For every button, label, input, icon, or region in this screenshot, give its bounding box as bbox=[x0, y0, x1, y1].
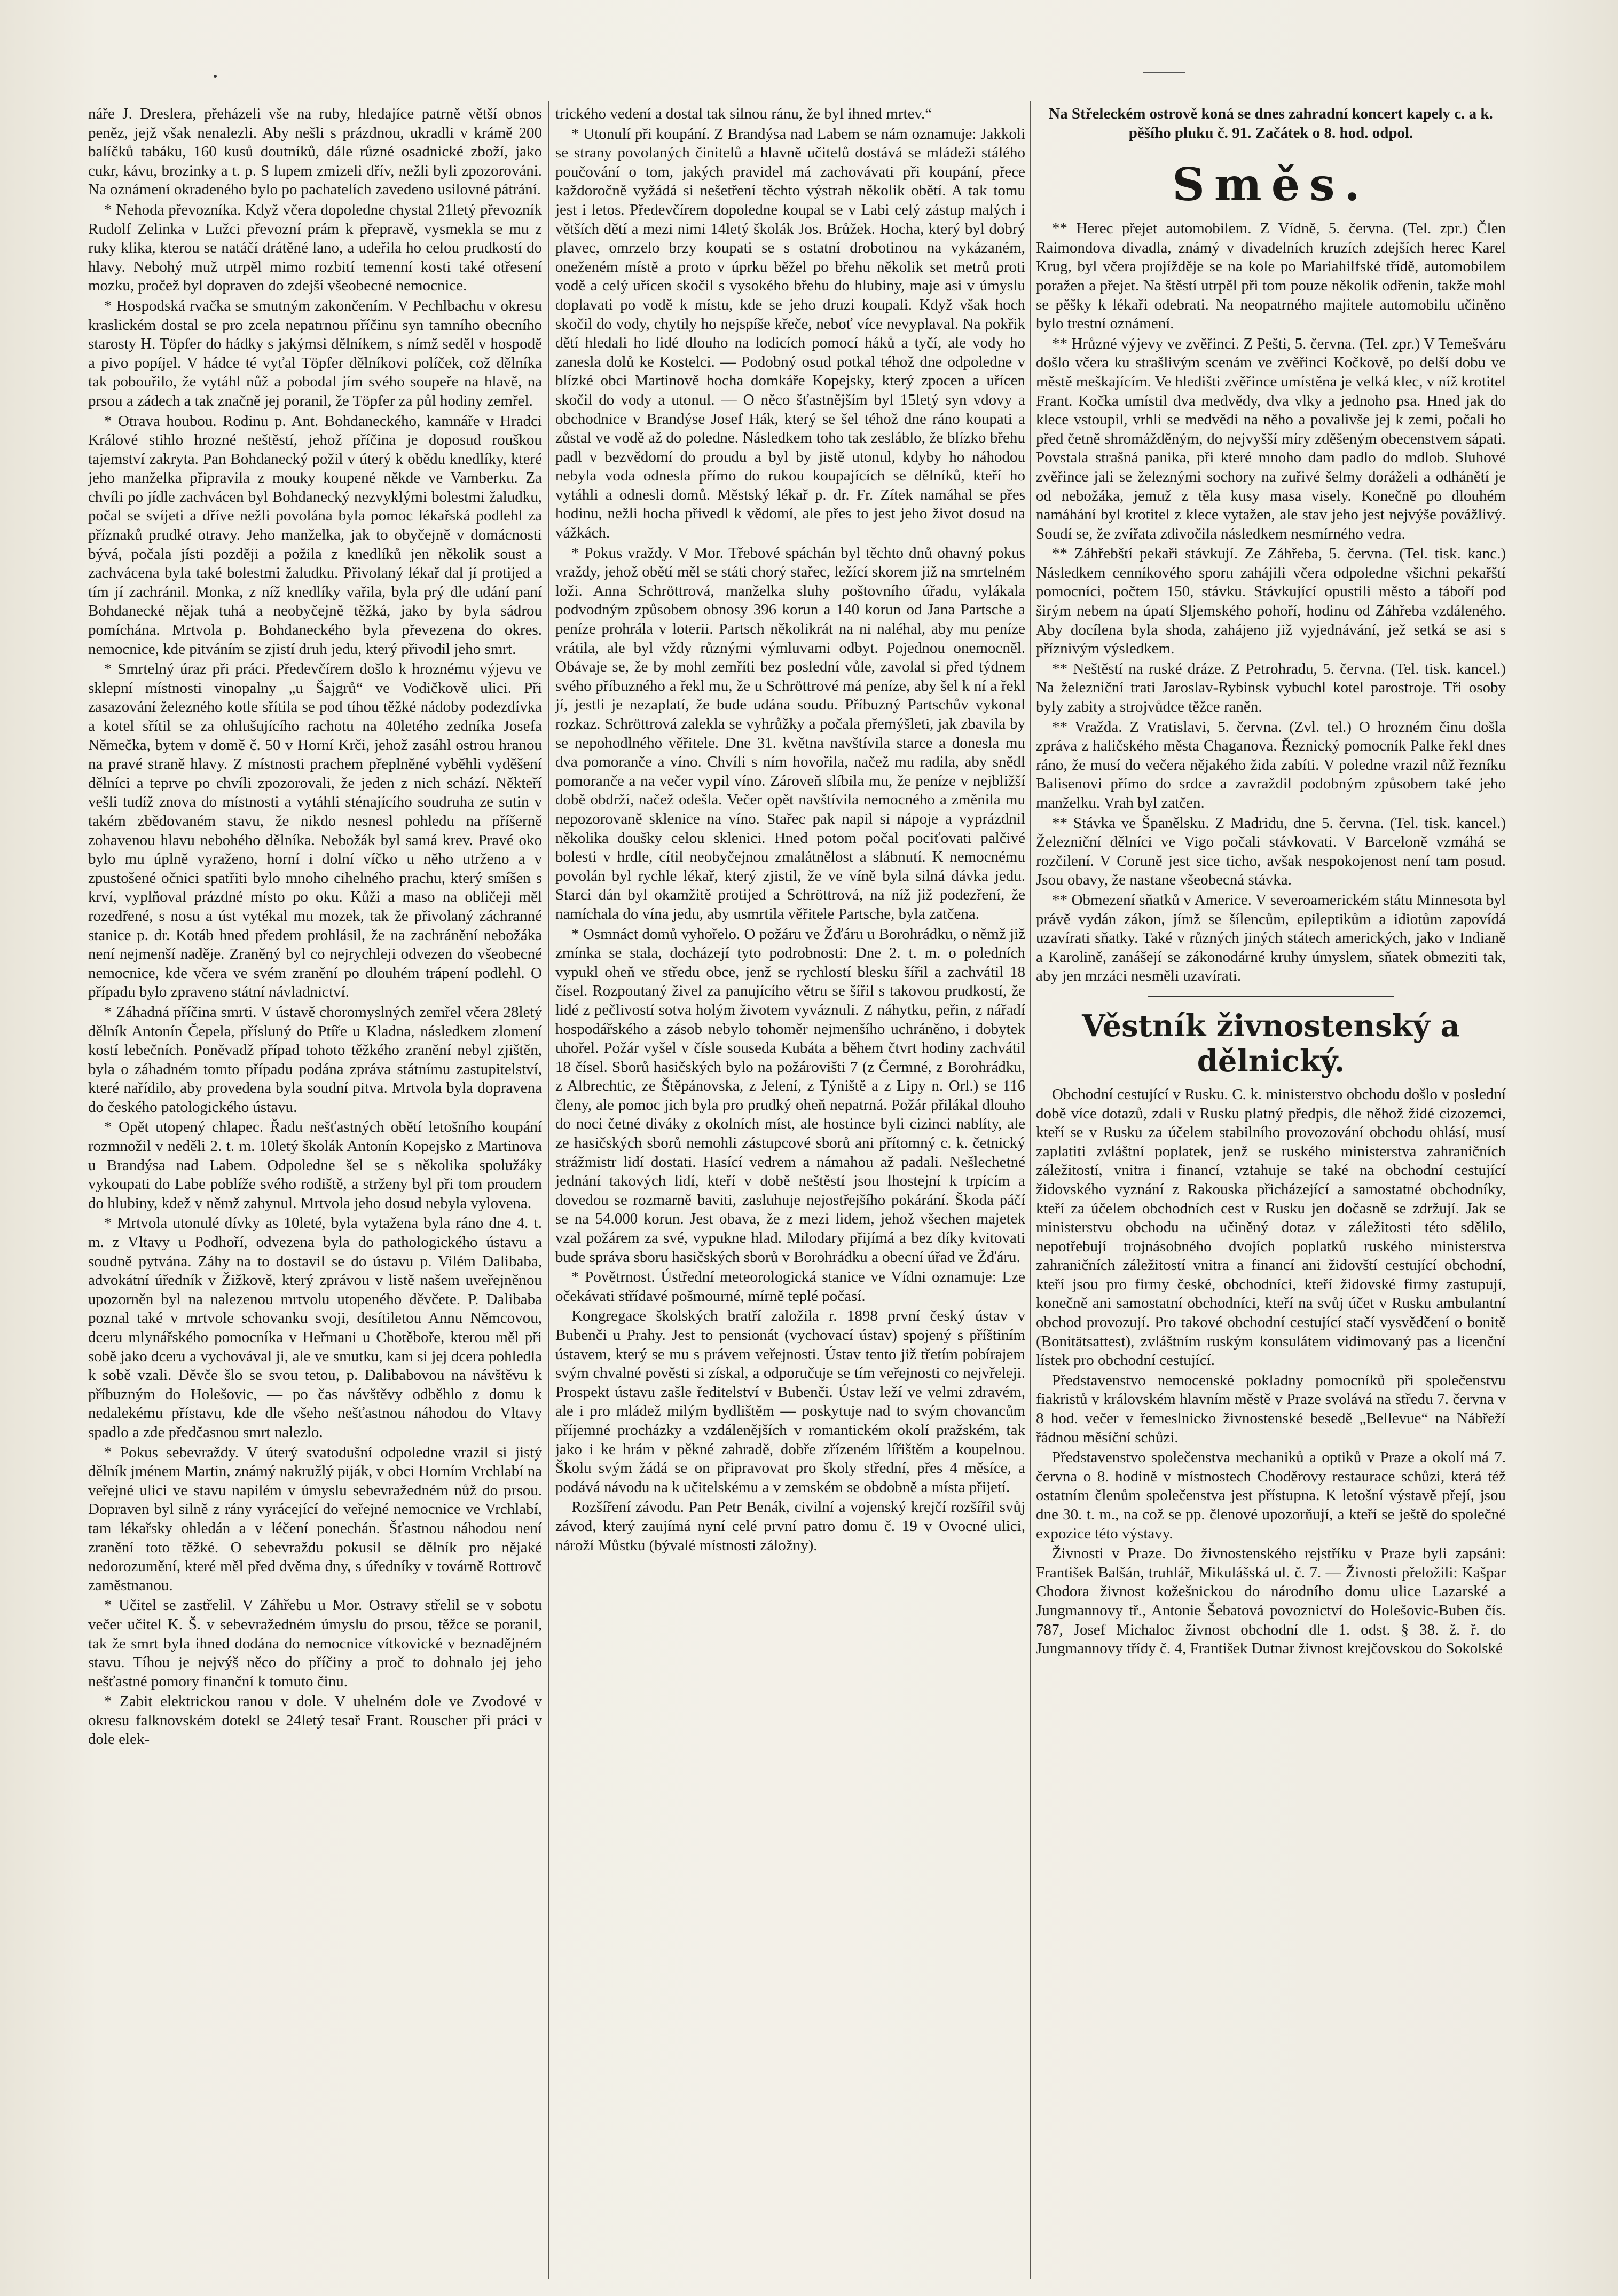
article-text: ** Hrůzné výjevy ve zvěřinci. Z Pešti, 5. června. (Tel. zpr.) V Temešváru došlo včera ku strašlivým scenám ve zvěřinci Kočkově, po delší dobu ve městě meškajícím. Ve hledišti zvěřince umístěna je velká klec, v níž krotitel Frant. Kočka umístil dva medvědy, dva vlky a jednoho psa. Hned jak do klece vstoupil, vrhli se medvědi na něho a povalivše jej k zemi, počali ho před četně shromážděným, do nejvyšší míry zděšeným obecenstvem sápati. Povstala strašná panika, při které mnoho dam padlo do mdlob. Sluhové zvěřince jali se železnými sochory na zuřivé šelmy doráželi a odhánětí je od nebožáka, jemuž z těla kusy masa visely. Konečně po dlouhém namáhání byl krotitel z klece vytažen, ale stav jeho jest nejvýše povážlivý. Soudí se, že zvířata zdivočila následkem nesmírného vedra. bbox=[1036, 335, 1506, 542]
article-text: ** Herec přejet automobilem. Z Vídně, 5. června. (Tel. zpr.) Člen Raimondova divadla, známý v divadelních kruzích zdejších herec Karel Krug, byl včera projížděje se na kole po Mariahilfské třídě, automobilem poražen a přejet. Na štěstí utrpěl při tom pouze několik odřenin, takže mohl se pěšky k lékaři odebrati. Na neopatrného majitele automobilu učiněno bylo trestní oznámení. bbox=[1036, 220, 1506, 333]
article-text: * Utonulí při koupání. Z Brandýsa nad Labem se nám oznamuje: Jakkoli se strany povolaných činitelů a hlavně učitelů dostává se mládeži stálého poučování o tom, jakých pravidel má zachovávati při koupání, přece každoročně vyžádá si nešetření těchto výstrah několik obětí. A tak tomu jest i letos. Předevčírem dopoledne koupal se v Labi celý zástup malých i větších dětí a mezi nimi 14letý školák Jos. Brůžek. Hocha, který byl dobrý plavec, omrzelo brzy koupati se s ostatní drobotinou na vykázaném, oneženém místě a proto v úprku běžel po břehu několik set metrů proti vodě a celý uřícen skočil s vysokého břehu do hlubiny, maje asi v úmyslu doplavati po vodě k místu, kde se jeho druzi koupali. Když však hoch skočil do vody, chytily ho nejspíše křeče, neboť více nevyplaval. Na pokřik dětí hledali ho lidé dlouho na lodicích pomocí háků a tyčí, ale vody ho zanesla dolů ke Kostelci. — Podobný osud potkal téhož dne odpoledne v blízké obci Martinově hocha domkáře Kopejsky, který zpocen a uřícen skočil do vody a utonul. — O něco šťastnějším byl 15letý syn vdovy a obchodnice v Brandýse Josef Hák, který se šel téhož dne ráno koupati a zůstal ve vodě až do poledne. Následkem toho tak zesláblo, že blízko břehu padl v bezvědomí do proudu a byl by jistě utonul, kdyby ho náhodou nebyla voda odnesla přímo do rukou koupajících se dělníků, kteří ho vytáhli a odnesli domů. Městský lékař p. dr. Fr. Zítek namáhal se přes hodinu, nežli hocha přivedl k vědomí, ale přes to jest jeho život dosud na vážkách. bbox=[555, 125, 1025, 542]
article-text: trického vedení a dostal tak silnou ránu, že byl ihned mrtev.“ bbox=[555, 105, 932, 122]
article-text: Rozšíření závodu. Pan Petr Benák, civilní a vojenský krejčí rozšířil svůj závod, který zaujímá nyní celé první patro domu č. 19 v Ovocné ulici, nároží Můstku (bývalé místnosti záložny). bbox=[555, 1498, 1025, 1554]
column-rule-2 bbox=[1030, 101, 1031, 2279]
article-text: * Záhadná příčina smrti. V ústavě choromyslných zemřel včera 28letý dělník Antonín Čepela, přísluný do Ptíře u Kladna, následkem zlomení kostí lebečních. Poněvadž případ tohoto těžkého zranění nebyl zjištěn, byla o záhadném tomto případu podána zpráva státnímu zastupitelství, které nařídilo, aby provedena byla soudní pitva. Mrtvola byla dopravena do českého patologického ústavu. bbox=[88, 1003, 542, 1116]
article-text: * Nehoda převozníka. Když včera dopoledne chystal 21letý převozník Rudolf Zelinka v Lužci převozní prám k přepravě, vysmekla se mu z ruky klika, kterou se natáčí drátěné lano, a udeřila ho celou prudkostí do hlavy. Nebohý muž utrpěl mimo rozbití temenní kosti také otřesení mozku, pročež byl dopraven do zdejší všeobecné nemocnice. bbox=[88, 201, 542, 295]
article-text: Představenstvo nemocenské pokladny pomocníků při společenstvu fiakristů v královském hlavním městě v Praze svolává na středu 7. června v 8 hod. večer v řemeslnicko živnostenské besedě „Bellevue“ na Nábřeží řádnou měsíční schůzi. bbox=[1036, 1371, 1506, 1446]
column-rule-1 bbox=[548, 101, 549, 2279]
article-text: * Osmnáct domů vyhořelo. O požáru ve Žďáru u Borohrádku, o němž již zmínka se stala, docházejí tyto podrobnosti: Dne 2. t. m. o poledních vypukl oheň ve středu obce, jenž se rychlostí blesku šířil a zachvátil 18 čísel. Rozpoutaný živel za panujícího větru se šířil s takovou prudkostí, že lidé z pečlivostí sotva holým životem vyváznuli. Z náhytku, peřin, z nářadí hospodářského a zásob nebylo tohoměr nejmenšího uchráněno, i dobytek uhořel. Požár vyšel v čísle souseda Kubáta a během čtvrt hodiny zachvátil 18 čísel. Sborů hasičských bylo na požárovišti 7 (z Čermné, z Borohrádku, z Albrechtic, ze Štěpánovska, z Jelení, z Týniště a z Lipy n. Orl.) se 116 členy, ale pomoc jich byla pro prudký oheň nepatrná. Požár přilákal dlouho do noci četné diváky z okolních míst, ale hostince byli cizinci nablíty, ale ze hasičských sborů nemohli zástupcové sborů ani přítomný c. k. četnický strážmistr lidí dostati. Hasící vedrem a námahou až padali. Nešlechetné jednání takových lidí, kteří v době neštěstí jsou lhostejní k trpícím a dovedou se rozmarně baviti, zasluhuje nejostřejšího pokárání. Škoda páčí se na 54.000 korun. Jest obava, že z mezi lidem, jehož všechen majetek vzal požárem za své, vypukne hlad. Milodary přijímá a bez díky kvitovati bude správa sboru hasičských sborů v Borohrádku a obecní úřad ve Žďáru. bbox=[555, 925, 1025, 1266]
article-text: ** Záhřebští pekaři stávkují. Ze Záhřeba, 5. června. (Tel. tisk. kanc.) Následkem cenníkového sporu zahájili včera odpoledne všichni pekařští pomocníci, počtem 150, stávku. Stávkující opustili město a táboří pod širým nebem na úpatí Sljemského pohoří, hodinu od Záhřeba vzdáleného. Aby docílena byla shoda, zahájeno již vyjednávání, jež setká se asi s příznivým výsledkem. bbox=[1036, 545, 1506, 658]
article-text: Kongregace školských bratří založila r. 1898 první český ústav v Bubenči u Prahy. Jest to pensionát (vychovací ústav) spojený s příštiním ústavem, který se mu s právem veřejnosti. Ústav tento již třetím pobírajem svým chvalné pověsti si získal, a odporučuje se tím veřejnosti co nejvřeleji. Prospekt ústavu zašle ředitelství v Bubenči. Ústav leží ve velmi zdravém, ale i pro mládež milým bydlištěm — poskytuje nad to svým chovancům příjemné procházky a vzdálenějších v romantickém okolí pražském, tak jako i ke hrám v pěkné zahradě, dobře zřízeném lířištěm a koupelnou. Školu svým žádá se on připravovat pro školy střední, přes 4 měsíce, a podává návodu na k učitelskému a v zemském se obdobně a místa přijetí. bbox=[555, 1307, 1025, 1496]
article-text: Obchodní cestující v Rusku. C. k. ministerstvo obchodu došlo v poslední době více dotazů, zdali v Rusku platný předpis, dle něhož židé cizozemci, kteří se v Rusku za účelem stabilního provozování obchodu ohlásí, musí zaplatiti zvláštní poplatek, jenž se ruského ministerstva zahraničních záležitostí, vnitra i financí, vztahuje se také na obchodní cestující židovského vyznání z Rakouska přicházející a samostatné obchodníky, kteří za účelem obchodních cest v Rusku jen dočasně se zdržují. Jak se ministerstvu obchodu na učiněný dotaz v záležitosti této sdělilo, nepotřebují trojnásobného dvojích poplatků ruského ministerstva zahraničních záležitostí vnitra a financí ani židovští cestující obchodní, kteří jsou pro firmy české, obchodníci, kteří židovské firmy zastupují, konečně ani samostatní obchodníci, kteří na svůj účet v Rusku ambulantní obchod provozují. Pro takové obchodní cestující stačí vysvědčení o bonitě (Bonitätsattest), zvláštním ruským konsulátem vidimovaný pas a licenční lístek pro obchodní cestující. bbox=[1036, 1085, 1506, 1369]
article-text: * Otrava houbou. Rodinu p. Ant. Bohdaneckého, kamnáře v Hradci Králové stihlo hrozné neštěstí, jehož příčina je doposud rouškou tajemství zakryta. Pan Bohdanecký požil v úterý k obědu knedlíky, které jeho manželka připravila z mouky koupené někde ve Vamberku. Za chvíli po jídle zachvácen byl Bohdanecký nezvyklými bolestmi žaludku, počal se svíjeti a dříve nežli povolána byla pomoc lékařská podlehl za příznaků prudké otravy. Jeho manželka, jak to obyčejně v domácnosti bývá, počala jísti později a požila z knedlíků jen několik soust a zachvácena byla také bolestmi žaludku. Přivolaný lékař dal jí protijed a tím jí zachránil. Monka, z níž knedlíky vařila, byla prý dle udání paní Bohdanecké nějak tuhá a neobyčejně těžká, jako by byla sádrou pomíchána. Mrtvola p. Bohdaneckého byla převezena do okres. nemocnice, kde pitváním se zjistí druh jedu, který přivodil jeho smrt. bbox=[88, 412, 542, 658]
section-divider bbox=[1148, 996, 1394, 997]
article-text: * Pokus sebevraždy. V úterý svatodušní odpoledne vrazil si jistý dělník jménem Martin, známý nakružlý piják, v obci Horním Vrchlabí na veřejné ulici ve stavu napilém v úmyslu sebevražedném nůž do prsou. Dopraven byl silně z rány vyrácející do veřejné nemocnice ve Vrchlabí, tam lékařsky ohledán a v léčení ponechán. Šťastnou náhodou není zranění toto těžké. O sebevraždu pokusil se dělník pro nějaké nedorozumění, které měl před dvěma dny, s úředníky v továrně Rottrovč zaměstnanou. bbox=[88, 1443, 542, 1594]
column-left bbox=[88, 105, 542, 2267]
article-text: * Smrtelný úraz při práci. Předevčírem došlo k hroznému výjevu ve sklepní místnosti vinopalny „u Šajgrů“ ve Vodičkově ulici. Při zasazování železného kotle sřítila se pod tíhou těžké nádoby podezdívka a kotel sřítil se za ohlušujícího rachotu na 40letého zedníka Josefa Němečka, bytem v domě č. 50 v Horní Krči, jehož zasáhl ostrou hranou na pravé straně hlavy. Z místnosti prachem přeplněné vyběhli vyděšení dělníci a teprve po chvíli zpozorovali, že jeden z nich schází. Někteří vešli tudíž znova do místnosti a vytáhli sténajícího soudruha ze sutin v takém zbědovaném stavu, že nikdo nesnesl pohledu na příšerně zohavenou hlavu nebohého dělníka. Nebožák byl samá krev. Pravé oko bylo mu úplně vyraženo, horní i dolní víčko u něho utrženo a v zpustošené očnici spatřiti bylo mnoho cihelného prachu, který smíšen s krví, vyplňoval prázdné místo po oku. Kůži a maso na obličeji měl rozedřené, s nosu a úst vytékal mu mozek, tak že přivolaný záchranné stanice p. dr. Kotáb hned předem prohlásil, že na zachránění nebožáka není nejmenší naděje. Zraněný byl co nejrychleji odvezen do všeobecné nemocnice, kde včera ve svém zranění po dlouhém trápení podlehl. O případu bylo zpraveno státní návladnictví. bbox=[88, 660, 542, 1001]
article-text: ** Obmezení sňatků v Americe. V severoamerickém státu Minnesota byl právě vydán zákon, jímž se šílencům, epileptikům a idiotům zapovídá uzavírati sňatky. Také v různých jiných státech amerických, jako v Indianě a Karolině, zanášejí se zákonodárné kruhy úmyslem, sňatek obmeziti tak, aby jen mrzáci nesměli uzavírati. bbox=[1036, 891, 1506, 985]
article-text: ** Vražda. Z Vratislavi, 5. června. (Zvl. tel.) O hrozném činu došla zpráva z haličského města Chaganova. Řeznický pomocník Palke řekl dnes ráno, že musí do večera nějakého žida zabíti. V poledne vrazil nůž řezníku Balisenovi přímo do srdce a zavraždil podobným způsobem také jeho manželku. Vrah byl zatčen. bbox=[1036, 718, 1506, 811]
article-text: * Zabit elektrickou ranou v dole. V uhelném dole ve Zvodové v okresu falknovském dotekl se 24letý tesař Frant. Rouscher při práci v dole elek- bbox=[88, 1693, 542, 1748]
column-right bbox=[1036, 105, 1506, 2267]
article-text: * Povětrnost. Ústřední meteorologická stanice ve Vídni oznamuje: Lze očekávati střídavé pošmourné, mírně teplé počasí. bbox=[555, 1268, 1025, 1305]
article-text: * Opět utopený chlapec. Řadu nešťastných obětí letošního koupání rozmnožil v neděli 2. t. m. 10letý školák Antonín Kopejsko z Martinova u Brandýsa nad Labem. Odpoledne šel se s několika spolužáky vykoupati do Labe poblíže svého rodiště, a strženy byl při tom proudem do hlubiny, kdež v němž zahynul. Mrtvola jeho dosud nebyla vylovena. bbox=[88, 1118, 542, 1212]
article-text: Představenstvo společenstva mechaniků a optiků v Praze a okolí má 7. června o 8. hodině v místnostech Choděrovy restaurace schůzi, která též ostatním členům společenstva jest přístupna. K letošní výstavě přejí, jsou dne 30. t. m., na což se pp. členové upozorňují, a kteří se ještě do společné expozice této výstavy. bbox=[1036, 1449, 1506, 1542]
section-heading-zpravy: Směs. bbox=[1172, 158, 1370, 211]
page-speck bbox=[214, 75, 217, 78]
article-text: Živnosti v Praze. Do živnostenského rejstříku v Praze byli zapsáni: František Balšán, truhlář, Mikulášská ul. č. 7. — Živnosti přeložili: Kašpar Chodora živnost kožešnickou do národního domu ulice Lazarské a Jungmannovy tř., Antonie Šebatová povoznictví do Holešovic-Buben čís. 787, Josef Michaloc živnost obchodní dle 1. odst. § 38. ž. ř. do Jungmannovy třídy č. 4, František Dutnar živnost krejčovskou do Sokolské bbox=[1036, 1545, 1506, 1658]
article-text: * Učitel se zastřelil. V Záhřebu u Mor. Ostravy střelil se v sobotu večer učitel K. Š. v sebevražedném úmyslu do prsou, těžce se poranil, tak že smrt byla ihned dodána do nemocnice vítkovické v beznadějném stavu. Tíhou je nejvýš něco do příčiny a proč to dohnalo jej jeho nešťastné pomory finanční k tomuto činu. bbox=[88, 1597, 542, 1690]
article-text: náře J. Dreslera, přeházeli vše na ruby, hledajíce patrně větší obnos peněz, jejž však nenalezli. Aby nešli s prázdnou, ukradli v krámě 200 balíčků tabáku, 160 kusů doutníků, dále různé osadnické zboží, jako cukr, kávu, brozinky a t. p. S lupem zmizeli dřív, nežli byli zpozorováni. Na oznámení okradeného bylo po pachatelích zavedeno usilovné pátrání. bbox=[88, 105, 542, 199]
article-text: ** Stávka ve Španělsku. Z Madridu, dne 5. června. (Tel. tisk. kancel.) Železniční dělníci ve Vigo počali stávkovati. V Barceloně vzmáhá se rozčilení. V Coruně jest sice ticho, avšak nespokojenost není tam posud. Jsou obavy, že nastane všeobecná stávka. bbox=[1036, 814, 1506, 889]
article-text: ** Neštěstí na ruské dráze. Z Petrohradu, 5. června. (Tel. tisk. kancel.) Na železniční trati Jaroslav-Rybinsk vybuchl kotel parostroje. Tři osoby byly zabity a strojvůdce těžce raněn. bbox=[1036, 660, 1506, 716]
article-text: * Pokus vraždy. V Mor. Třebové spáchán byl těchto dnů ohavný pokus vraždy, jehož obětí měl se státi chorý stařec, ležící skorem již na smrtelném loži. Anna Schröttrová, manželka sluhy poštovního úřadu, vylákala podvodným způsobem obnosy 396 korun a 140 korun od Jana Partsche a peníze prohrála v loterii. Partsch několikrát na ni naléhal, aby mu peníze vrátila, ale byl vždy různými výmluvami odbyt. Pojednou onemocněl. Obávaje se, že by mohl zemříti bez poslední vůle, zavolal si před týdnem svého příbuzného a řekl mu, že u Schröttrové má peníze, aby šel k ní a řekl jí, jestli je nezaplatí, že bude udána soudu. Příbuzný Partschův vykonal rozkaz. Schröttrová zalekla se vyhrůžky a počala přemýšleti, jak zbavila by se nepohodlného věřitele. Dne 31. května navštívila starce a donesla mu dva pomoranče a víno. Chvíli s ním hovořila, načež mu radila, aby snědl pomoranče a na večer vypil víno. Zároveň slíbila mu, že peníze v nejbližší době obdrží, načež odešla. Večer opět navštívila nemocného a změnila mu nepozorovaně sklenice na víno. Stařec pak napil si nápoje a vyprázdnil několika doušky celou sklenici. Hned potom počal pociťovati palčivé bolesti v hrdle, cítil neobyčejnou zmalátnělost a slábnutí. K nemocnému povolán byl rychle lékař, který zjistil, že ve víně byla silná dávka jedu. Starci dán byl okamžitě protijed a Schröttrová, na níž již podezření, že namíchala do vína jedu, aby usmrtila věřitele Partsche, byla zatčena. bbox=[555, 544, 1025, 922]
section-heading-vestnik: Věstník živnostenský a dělnický. bbox=[1082, 1008, 1460, 1079]
article-text: * Hospodská rvačka se smutným zakončením. V Pechlbachu v okresu kraslickém dostal se pro zcela nepatrnou příčinu syn tamního obecního starosty H. Töpfer do hádky s jakýmsi dělníkem, s nímž seděl v hospodě a pivo popíjel. V hádce té vyťal Töpfer dělníkovi políček, což dělníka tak pobouřilo, že vytáhl nůž a pobodal jím svého soupeře na hlavě, na prsou a zádech a tak značně jej poranil, že Töpfer za půl hodiny zemřel. bbox=[88, 297, 542, 409]
top-rule bbox=[1143, 72, 1185, 73]
column-middle bbox=[555, 105, 1025, 2267]
article-text: * Mrtvola utonulé dívky as 10leté, byla vytažena byla ráno dne 4. t. m. z Vltavy u Podhoří, odvezena byla do pathologického ústavu a soudně pytvána. Záhy na to dostavil se do ústavu p. Vilém Dalibaba, advokátní úředník v Žižkově, který zprávou v listě našem uveřejněnou upozorněn byl na nalezenou mrtvolu utopeného děvčete. P. Dalibaba poznal také v mrtvole schovanku svoji, desítiletou Annu Němcovou, dceru mlynářského pomocníka v Heřmani u Chotěboře, kterou měl při sobě jako dceru a vychovával ji, ale ve smutku, kam si jej dcera pohledla k sobě vzali. Děvče šlo se svou tetou, p. Dalibabovou na návštěvu k příbuzným do Holešovic, — po čas návštěvy odběhlo z domu k nedalekému přístavu, kde dle všeho nešťastnou náhodou do Vltavy spadlo a zde předčasnou smrt nalezlo. bbox=[88, 1214, 542, 1441]
notice-text: Na Střeleckém ostrově koná se dnes zahradní koncert kapely c. a k. pěšího pluku č. 91. Začátek o 8. hod. odpol. bbox=[1049, 105, 1493, 141]
